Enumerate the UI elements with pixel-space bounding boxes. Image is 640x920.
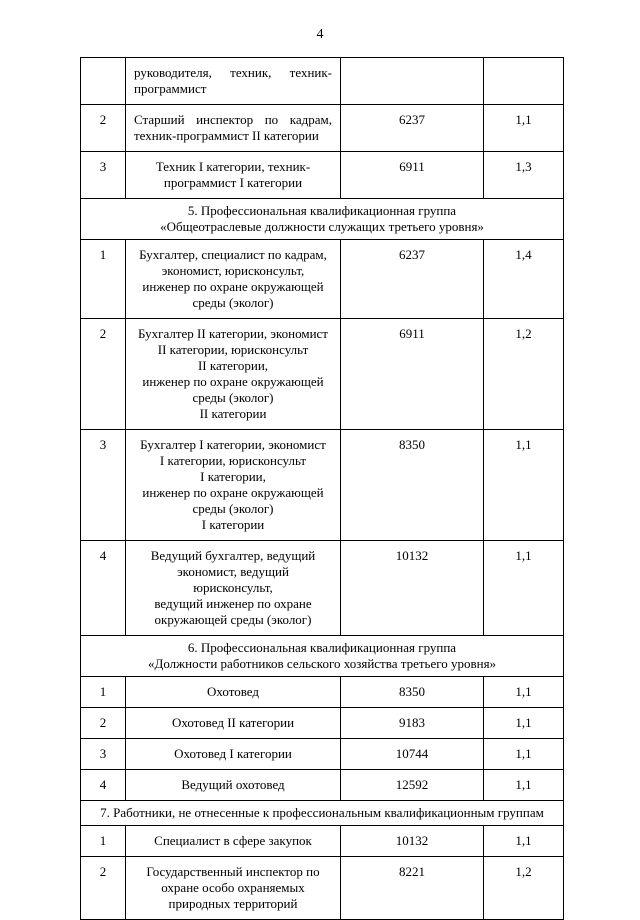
section-header-row [81, 199, 564, 240]
section-header-row [81, 636, 564, 677]
table-row [81, 770, 564, 801]
coefficient-cell: 1,4 [484, 240, 564, 319]
table-row [81, 152, 564, 199]
position-title-cell: Бухгалтер I категории, экономист I категории, юрисконсульт I категории, инженер по охране окружающей среды (эколог) I категории [126, 430, 341, 541]
table-row [81, 708, 564, 739]
section-header: 7. Работники, не отнесенные к профессиональным квалификационным группам [81, 801, 564, 826]
row-number-cell [81, 58, 126, 105]
row-number-cell: 1 [81, 240, 126, 319]
row-number-cell: 2 [81, 857, 126, 920]
row-number-cell: 3 [81, 430, 126, 541]
coefficient-cell: 1,1 [484, 826, 564, 857]
table-row [81, 677, 564, 708]
position-title-cell: Ведущий бухгалтер, ведущий экономист, ведущий юрисконсульт, ведущий инженер по охране окружающей среды (эколог) [126, 541, 341, 636]
salary-table-body [81, 58, 564, 920]
section-header: 5. Профессиональная квалификационная группа «Общеотраслевые должности служащих третьего уровня» [81, 199, 564, 240]
table-row [81, 58, 564, 105]
row-number-cell: 1 [81, 677, 126, 708]
row-number-cell: 3 [81, 152, 126, 199]
coefficient-cell: 1,3 [484, 152, 564, 199]
table-row [81, 240, 564, 319]
row-number-cell: 4 [81, 770, 126, 801]
salary-cell: 6911 [341, 152, 484, 199]
coefficient-cell [484, 58, 564, 105]
salary-cell: 10744 [341, 739, 484, 770]
row-number-cell: 4 [81, 541, 126, 636]
table-row [81, 105, 564, 152]
table-row [81, 541, 564, 636]
position-title-cell: Ведущий охотовед [126, 770, 341, 801]
coefficient-cell: 1,1 [484, 105, 564, 152]
position-title-cell: Техник I категории, техник- программист I категории [126, 152, 341, 199]
row-number-cell: 2 [81, 105, 126, 152]
table-row [81, 319, 564, 430]
row-number-cell: 2 [81, 319, 126, 430]
page-number: 4 [316, 27, 324, 42]
salary-cell: 10132 [341, 826, 484, 857]
position-title-cell: Специалист в сфере закупок [126, 826, 341, 857]
position-title-cell: Бухгалтер, специалист по кадрам, экономист, юрисконсульт, инженер по охране окружающей среды (эколог) [126, 240, 341, 319]
salary-cell [341, 58, 484, 105]
coefficient-cell: 1,1 [484, 541, 564, 636]
position-title-cell: руководителя, техник, техник-программист [126, 58, 341, 105]
row-number-cell: 3 [81, 739, 126, 770]
salary-cell: 6237 [341, 240, 484, 319]
section-header: 6. Профессиональная квалификационная группа «Должности работников сельского хозяйства третьего уровня» [81, 636, 564, 677]
salary-cell: 10132 [341, 541, 484, 636]
salary-table [80, 57, 564, 920]
salary-cell: 8221 [341, 857, 484, 920]
row-number-cell: 1 [81, 826, 126, 857]
table-row [81, 826, 564, 857]
salary-cell: 6911 [341, 319, 484, 430]
salary-cell: 8350 [341, 430, 484, 541]
position-title-cell: Государственный инспектор по охране особо охраняемых природных территорий [126, 857, 341, 920]
salary-cell: 9183 [341, 708, 484, 739]
table-row [81, 857, 564, 920]
position-title-cell: Старший инспектор по кадрам, техник-программист II категории [126, 105, 341, 152]
coefficient-cell: 1,2 [484, 319, 564, 430]
position-title-cell: Охотовед [126, 677, 341, 708]
coefficient-cell: 1,1 [484, 739, 564, 770]
table-row [81, 739, 564, 770]
position-title-cell: Охотовед II категории [126, 708, 341, 739]
coefficient-cell: 1,1 [484, 770, 564, 801]
coefficient-cell: 1,1 [484, 708, 564, 739]
coefficient-cell: 1,2 [484, 857, 564, 920]
salary-cell: 12592 [341, 770, 484, 801]
section-header-row [81, 801, 564, 826]
coefficient-cell: 1,1 [484, 430, 564, 541]
table-row [81, 430, 564, 541]
coefficient-cell: 1,1 [484, 677, 564, 708]
position-title-cell: Охотовед I категории [126, 739, 341, 770]
position-title-cell: Бухгалтер II категории, экономист II категории, юрисконсульт II категории, инженер по охране окружающей среды (эколог) II категории [126, 319, 341, 430]
row-number-cell: 2 [81, 708, 126, 739]
salary-cell: 6237 [341, 105, 484, 152]
salary-cell: 8350 [341, 677, 484, 708]
